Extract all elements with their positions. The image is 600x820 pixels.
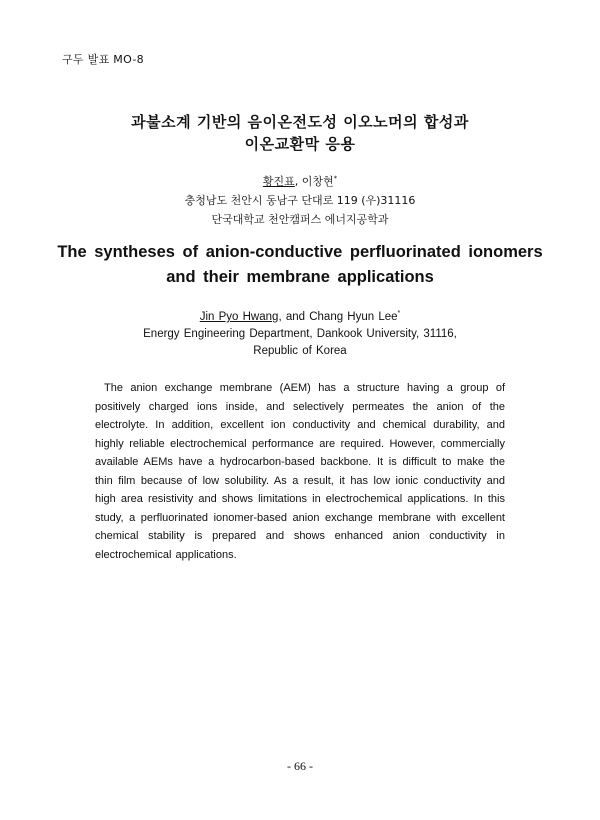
english-author-separator: , and bbox=[278, 311, 310, 323]
english-author-block bbox=[0, 309, 600, 360]
korean-title-line-2: 이온교환막 응용 bbox=[244, 135, 356, 153]
english-presenting-author: Jin Pyo Hwang bbox=[199, 311, 279, 323]
english-title-line-2: and their membrane applications bbox=[166, 268, 434, 286]
english-corresponding-author: Chang Hyun Lee bbox=[309, 311, 398, 323]
korean-title bbox=[0, 111, 600, 155]
session-label: 구두 발표 MO-8 bbox=[62, 53, 144, 66]
english-affiliation-line-2: Republic of Korea bbox=[253, 345, 347, 357]
korean-address: 충청남도 천안시 동남구 단대로 119 (우)31116 bbox=[184, 194, 416, 207]
korean-title-line-1: 과불소계 기반의 음이온전도성 이오노머의 합성과 bbox=[131, 113, 469, 131]
korean-presenting-author: 황진표 bbox=[262, 175, 295, 188]
korean-corresponding-author: 이창현 bbox=[301, 175, 334, 188]
english-title-line-1: The syntheses of anion-conductive perfluorinated ionomers bbox=[57, 243, 543, 261]
korean-author-line bbox=[0, 172, 600, 191]
english-affiliation-line-1: Energy Engineering Department, Dankook University, 31116, bbox=[143, 328, 457, 340]
korean-author-block bbox=[0, 172, 600, 229]
english-corresponding-mark: * bbox=[397, 310, 401, 318]
english-author-line bbox=[0, 309, 600, 326]
korean-corresponding-mark: * bbox=[333, 174, 338, 183]
page-number: - 66 - bbox=[287, 759, 313, 773]
korean-author-separator: , bbox=[294, 175, 302, 188]
korean-affiliation: 단국대학교 천안캠퍼스 에너지공학과 bbox=[211, 213, 389, 226]
abstract-paragraph: The anion exchange membrane (AEM) has a structure having a group of positively charged ions inside, and selectively permeates the anion of the electrolyte. In addition, excellent ion conductivity and chemical durability, and highly reliable electrochemical performance are required. However, commercially available AEMs have a hydrocarbon-based backbone. It is difficult to make the thin film because of low solubility. As a result, it has low ionic conductivity and high area resistivity and shows limitations in electrochemical applications. In this study, a perfluorinated ionomer-based anion exchange membrane with excellent chemical stability is prepared and shows enhanced anion conductivity in electrochemical applications. bbox=[95, 382, 505, 561]
english-title bbox=[0, 240, 600, 290]
